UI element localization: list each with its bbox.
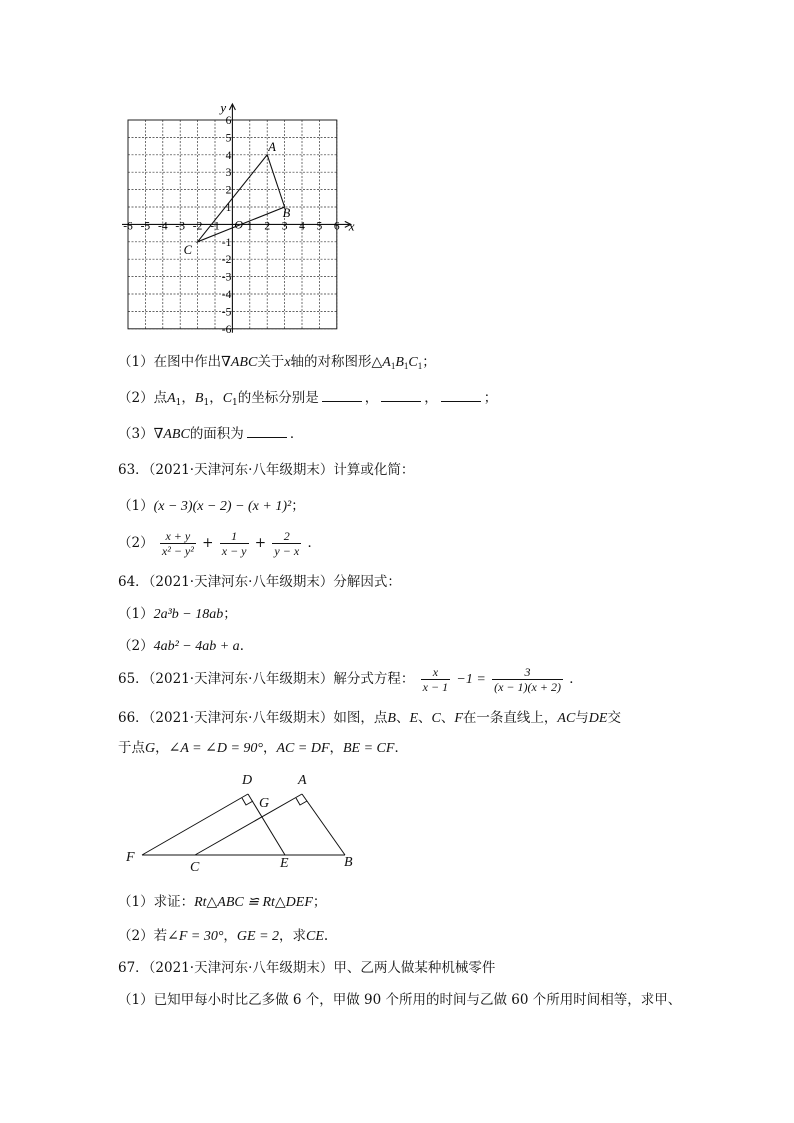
triangle-figure <box>120 764 370 876</box>
x-tick-label: 5 <box>316 220 323 233</box>
x-tick-label: 1 <box>246 220 253 233</box>
q66-part2: （2）若∠F = 30°，GE = 2，求CE. <box>118 928 329 944</box>
line-ab <box>302 794 345 855</box>
answer-blank-a1[interactable] <box>322 389 362 402</box>
line-fd <box>142 794 248 855</box>
y-tick-label: -4 <box>221 289 232 301</box>
label-b: B <box>344 855 353 870</box>
x-tick-label: -3 <box>175 220 185 233</box>
x-tick-label: -2 <box>192 220 203 233</box>
x-tick-label: -4 <box>158 220 168 233</box>
x-tick-label: -5 <box>140 220 151 233</box>
q65: 65．（2021·天津河东·八年级期末）解分式方程： $\frac{x}{x - 1}$ −1 = $\frac{3}{(x - 1)(x + 2)}$ ． <box>118 665 583 694</box>
x-tick-label: -1 <box>210 220 220 233</box>
q67-part1: （1）已知甲每小时比乙多做 6 个，甲做 90 个所用的时间与乙做 60 个所用时间相等，求甲、 <box>118 992 682 1008</box>
answer-blank-c1[interactable] <box>441 389 481 402</box>
fraction-3: $\frac{2}{y - x}$ <box>274 529 300 558</box>
vertex-label-b: B <box>282 206 291 220</box>
q64-part2: （2）4ab² − 4ab + a． <box>118 638 254 654</box>
y-tick-label: -1 <box>221 236 232 249</box>
q62-part1: （1）在图中作出∇ABC关于x轴的对称图形$\triangle A_1B_1C_1$； <box>118 354 436 371</box>
fraction-5: $\frac{3}{(x - 1)(x + 2)}$ <box>494 665 561 694</box>
q64-heading: 64．（2021·天津河东·八年级期末）分解因式： <box>118 574 401 590</box>
x-tick-label: 6 <box>333 220 340 233</box>
q62-part3: （3）∇ABC的面积为 ． <box>118 426 304 442</box>
q64-part1: （1）2a³b − 18ab； <box>118 606 237 622</box>
q66-heading: 66．（2021·天津河东·八年级期末）如图，点B、E、C、F在一条直线上，AC与DE交 <box>118 710 621 726</box>
coordinate-grid-figure <box>118 98 363 338</box>
vertex-label-a: A <box>268 139 276 154</box>
q63-part1: （1）(x − 3)(x − 2) − (x + 1)²； <box>118 498 305 514</box>
answer-blank-area[interactable] <box>247 425 287 438</box>
fraction-4: $\frac{x}{x - 1}$ <box>422 665 449 694</box>
label-e: E <box>280 856 289 871</box>
x-tick-label: 2 <box>264 220 271 233</box>
y-tick-label: -6 <box>221 323 232 336</box>
q66-part1: （1）求证：Rt△ABC ≌ Rt△DEF； <box>118 894 327 910</box>
y-tick-label: 6 <box>225 115 232 127</box>
label-g: G <box>259 796 270 811</box>
x-tick-label: 3 <box>281 220 288 233</box>
label-c: C <box>190 860 200 875</box>
q63-heading: 63．（2021·天津河东·八年级期末）计算或化简： <box>118 462 415 478</box>
y-tick-label: 2 <box>225 184 232 197</box>
x-axis-label: x <box>348 218 355 234</box>
x-tick-label: 4 <box>299 220 305 233</box>
label-a: A <box>298 773 307 788</box>
q62-part2: （2）点$A_1$，$B_1$，$C_1$的坐标分别是 ， ， ； <box>118 390 498 408</box>
vertex-label-c: C <box>183 242 192 257</box>
label-d: D <box>242 773 253 788</box>
fraction-1: $\frac{x + y}{\text{x² − y²}}$ <box>161 529 194 558</box>
y-tick-label: 4 <box>225 149 232 162</box>
q67-heading: 67．（2021·天津河东·八年级期末）甲、乙两人做某种机械零件 <box>118 960 496 976</box>
label-f: F <box>126 850 135 865</box>
origin-label: O <box>234 217 244 232</box>
y-tick-label: -3 <box>221 271 232 284</box>
y-tick-label: -5 <box>221 306 232 319</box>
q63-part2: （2） $\frac{x + y}{\text{x² − y²}}$ + $\frac{1}{x - y}$ + $\frac{2}{y - x}$ ． <box>118 529 321 558</box>
y-tick-label: 1 <box>225 202 232 214</box>
fraction-2: $\frac{1}{x - y}$ <box>221 529 247 558</box>
y-tick-label: 3 <box>225 167 232 180</box>
answer-blank-b1[interactable] <box>381 389 421 402</box>
y-tick-label: 5 <box>225 132 232 145</box>
q66-line2: 于点G，∠A = ∠D = 90°，AC = DF，BE = CF． <box>118 740 408 756</box>
x-tick-label: -6 <box>123 220 133 233</box>
y-tick-label: -2 <box>221 254 232 267</box>
y-axis-label: y <box>220 100 227 115</box>
